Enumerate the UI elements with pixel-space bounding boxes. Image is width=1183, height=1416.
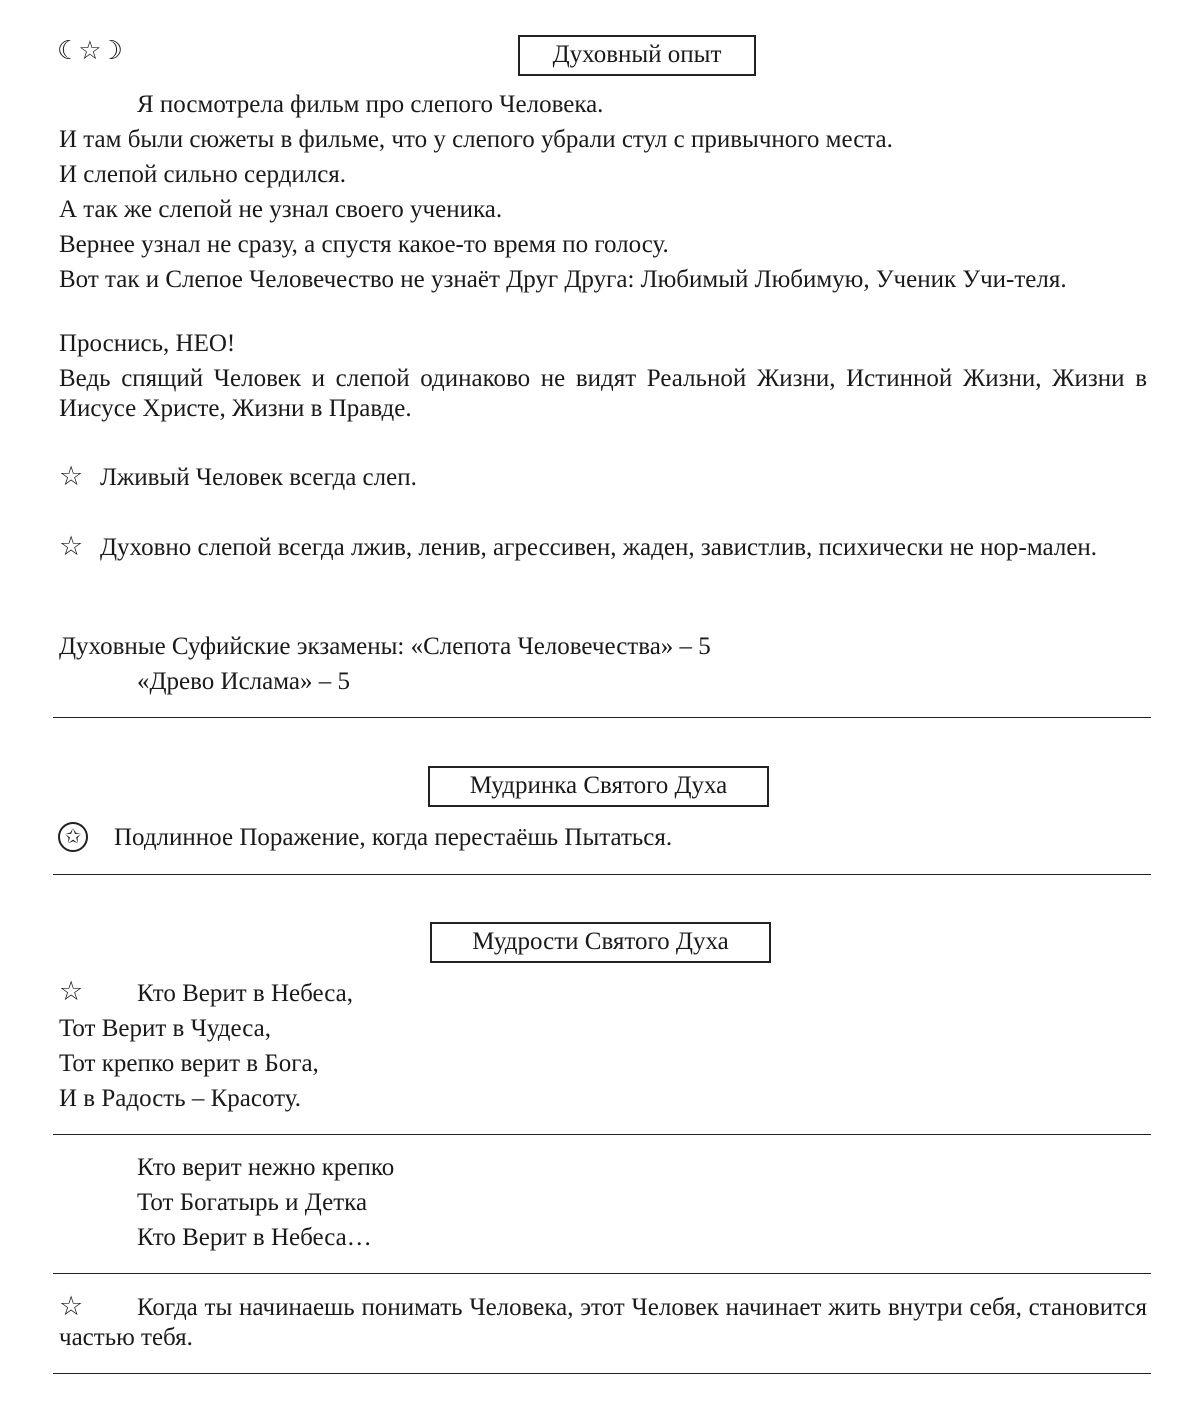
section-title-wisdom-small: Мудринка Святого Духа — [428, 766, 769, 807]
star-icon: ☆ — [59, 461, 84, 491]
exam-line: Духовные Суфийские экзамены: «Слепота Человечества» – 5 — [59, 633, 711, 660]
poem-line: Кто верит нежно крепко — [137, 1154, 395, 1181]
story-line: И слепой сильно сердился. — [59, 161, 347, 188]
poem-line: Кто Верит в Небеса… — [137, 1224, 372, 1251]
moon-star-logo-icon: ☾☆☽ — [57, 36, 121, 65]
poem-line: Тот Верит в Чудеса, — [59, 1015, 271, 1042]
point-text: Лживый Человек всегда слеп. — [100, 464, 417, 491]
divider — [53, 1134, 1151, 1135]
poem-line: Тот крепко верит в Бога, — [59, 1050, 319, 1077]
divider — [53, 1373, 1151, 1374]
divider — [53, 1273, 1151, 1274]
wisdom-text: Когда ты начинаешь понимать Человека, этот Человек начинает жить внутри себя, становится частью тебя. — [59, 1294, 1147, 1351]
story-line: Я посмотрела фильм про слепого Человека. — [137, 91, 604, 118]
star-icon: ☆ — [59, 1291, 84, 1321]
divider — [53, 717, 1151, 718]
star-icon: ☆ — [59, 531, 84, 561]
story-line: А так же слепой не узнал своего ученика. — [59, 196, 503, 223]
poem-line: Кто Верит в Небеса, — [137, 980, 353, 1007]
section-title-wisdoms: Мудрости Святого Духа — [430, 922, 771, 963]
story-line: Проснись, НЕО! — [59, 330, 236, 357]
poem-line: Тот Богатырь и Детка — [137, 1189, 368, 1216]
story-paragraph: Ведь спящий Человек и слепой одинаково не видят Реальной Жизни, Истинной Жизни, Жизни в Иисусе Христе, Жизни в Правде. — [59, 365, 1147, 422]
divider — [53, 874, 1151, 875]
point-text: Духовно слепой всегда лжив, ленив, агрессивен, жаден, завистлив, психически не нор-мален. — [100, 534, 1098, 561]
star-icon: ☆ — [59, 976, 84, 1006]
story-paragraph: Вот так и Слепое Человечество не узнаёт Друг Друга: Любимый Любимую, Ученик Учи-теля. — [59, 266, 1067, 293]
wisdom-text: Подлинное Поражение, когда перестаёшь Пытаться. — [114, 824, 673, 851]
story-line: И там были сюжеты в фильме, что у слепого убрали стул с привычного места. — [59, 126, 893, 153]
circled-star-icon: ✩ — [58, 822, 88, 852]
poem-line: И в Радость – Красоту. — [59, 1085, 302, 1112]
exam-line: «Древо Ислама» – 5 — [137, 668, 351, 695]
section-title-spiritual-experience: Духовный опыт — [518, 35, 756, 76]
story-line: Вернее узнал не сразу, а спустя какое-то время по голосу. — [59, 231, 669, 258]
